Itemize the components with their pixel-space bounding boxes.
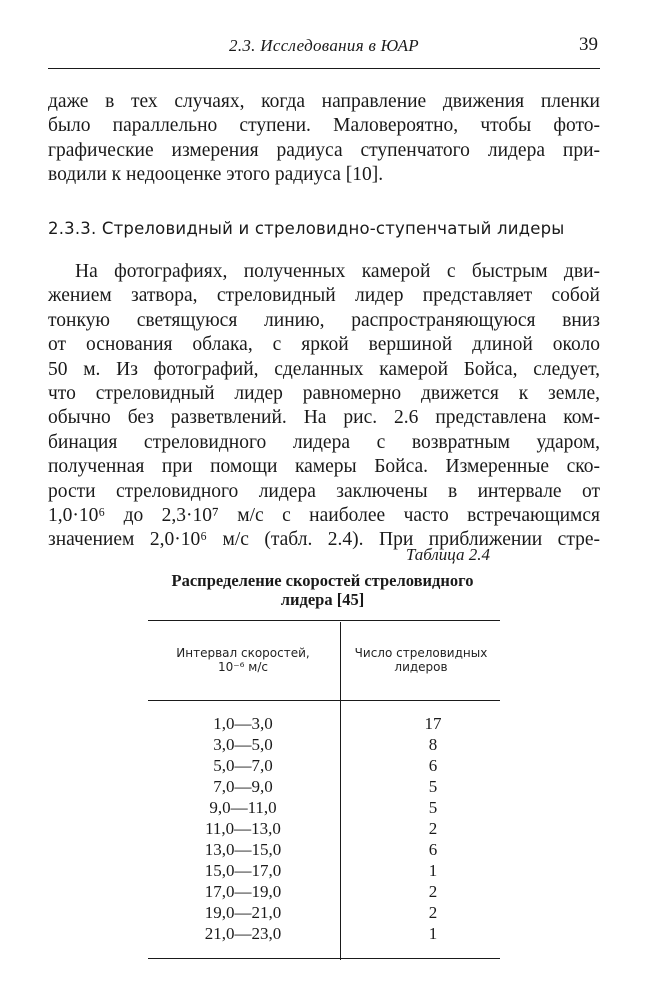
text-line: 50 м. Из фотографий, сделанных камерой Бойса, следует, <box>48 358 600 380</box>
column-header-interval <box>148 646 338 674</box>
table-row <box>148 735 500 756</box>
table-title <box>130 571 515 609</box>
column-header-line: Число стреловидных <box>354 646 488 660</box>
column-header-line: Интервал скоростей, <box>176 646 310 660</box>
interval-cell: 5,0—7,0 <box>213 756 273 775</box>
text-line: обычно без разветвлений. На рис. 2.6 представлена ком- <box>48 407 600 429</box>
count-cell: 2 <box>428 903 438 922</box>
section-heading: 2.3.3. Стреловидный и стреловидно-ступенчатый лидеры <box>48 219 565 238</box>
count-cell: 5 <box>428 777 438 796</box>
table-bottom-rule <box>148 958 500 959</box>
column-header-line: 10⁻⁶ м/с <box>218 660 268 674</box>
text-line: было параллельно ступени. Маловероятно, чтобы фото- <box>48 115 600 137</box>
table-title-line: Распределение скоростей стреловидного <box>171 571 474 590</box>
text-line: 1,0·10⁶ до 2,3·10⁷ м/с с наиболее часто встречающимся <box>48 505 600 527</box>
running-header <box>48 34 600 64</box>
text-line: значением 2,0·10⁶ м/с (табл. 2.4). При приближении стре- <box>48 529 600 551</box>
text-line: что стреловидный лидер равномерно движется к земле, <box>48 383 600 405</box>
text-line: бинация стреловидного лидера с возвратным ударом, <box>48 431 600 453</box>
table-row <box>148 777 500 798</box>
table-title-line: лидера [45] <box>280 590 365 609</box>
text-line: от основания облака, с яркой вершиной длиной около <box>48 334 600 356</box>
interval-cell: 11,0—13,0 <box>205 819 281 838</box>
interval-cell: 3,0—5,0 <box>213 735 273 754</box>
interval-cell: 9,0—11,0 <box>209 798 277 817</box>
count-cell: 5 <box>428 798 438 817</box>
table-row <box>148 924 500 945</box>
column-header-count <box>342 646 500 674</box>
table-row <box>148 756 500 777</box>
table-row <box>148 819 500 840</box>
table-row <box>148 840 500 861</box>
text-line: рости стреловидного лидера заключены в интервале от <box>48 480 600 502</box>
table-body <box>148 714 500 945</box>
interval-cell: 15,0—17,0 <box>204 861 282 880</box>
paragraph-body <box>48 260 600 553</box>
interval-cell: 1,0—3,0 <box>213 714 273 733</box>
table-header-rule <box>148 700 500 701</box>
count-cell: 17 <box>424 714 442 733</box>
text-line: жением затвора, стреловидный лидер представляет собой <box>48 285 600 307</box>
count-cell: 2 <box>428 819 438 838</box>
count-cell: 2 <box>428 882 438 901</box>
table-row <box>148 714 500 735</box>
page-number: 39 <box>579 34 598 55</box>
interval-cell: 7,0—9,0 <box>213 777 273 796</box>
column-header-line: лидеров <box>394 660 448 674</box>
interval-cell: 13,0—15,0 <box>204 840 282 859</box>
running-title: 2.3. Исследования в ЮАР <box>229 36 419 55</box>
table-top-rule <box>148 620 500 621</box>
count-cell: 8 <box>428 735 438 754</box>
count-cell: 1 <box>428 924 438 943</box>
text-line: графические измерения радиуса ступенчатого лидера при- <box>48 139 600 161</box>
table-row <box>148 798 500 819</box>
paragraph-continuation <box>48 90 600 188</box>
interval-cell: 21,0—23,0 <box>204 924 282 943</box>
text-line: тонкую светящуюся линию, распространяющуюся вниз <box>48 309 600 331</box>
count-cell: 6 <box>428 840 438 859</box>
table-row <box>148 861 500 882</box>
header-rule <box>48 68 600 69</box>
count-cell: 1 <box>428 861 438 880</box>
text-line: даже в тех случаях, когда направление движения пленки <box>48 91 600 112</box>
text-line: полученная при помощи камеры Бойса. Измеренные ско- <box>48 456 600 478</box>
table-row <box>148 882 500 903</box>
table-row <box>148 903 500 924</box>
text-line: На фотографиях, полученных камерой с быстрым дви- <box>75 261 600 282</box>
text-line: водили к недооценке этого радиуса [10]. <box>48 164 384 186</box>
count-cell: 6 <box>428 756 438 775</box>
table-label: Таблица 2.4 <box>405 545 490 564</box>
interval-cell: 17,0—19,0 <box>204 882 282 901</box>
interval-cell: 19,0—21,0 <box>204 903 282 922</box>
